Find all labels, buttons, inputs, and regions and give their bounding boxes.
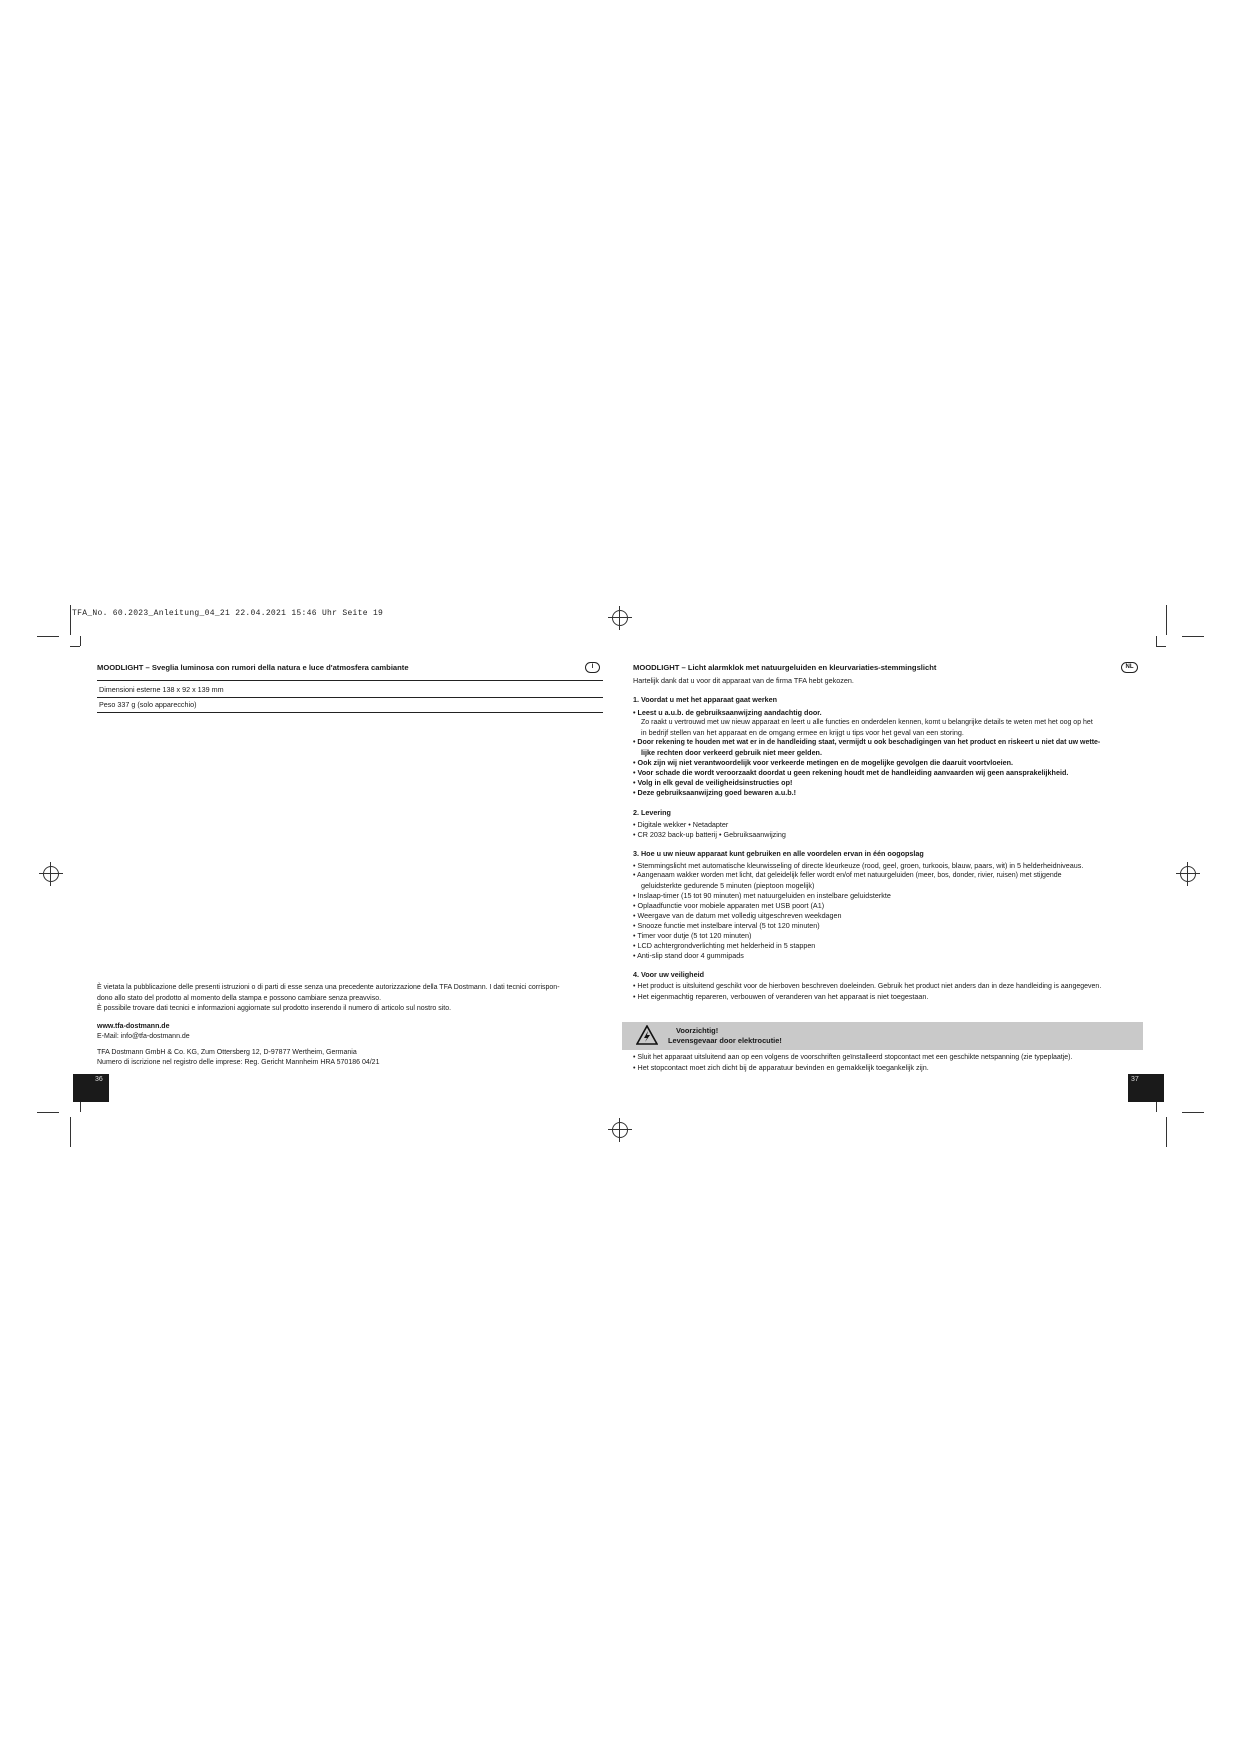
list-item: • Deze gebruiksaanwijzing goed bewaren a.u.b.! <box>633 788 797 797</box>
list-item: • Ook zijn wij niet verantwoordelijk voor verkeerde metingen en de mogelijke gevolgen die daaruit voortvloeien. <box>633 758 1013 767</box>
registration-mark-top <box>608 606 632 630</box>
warning-box <box>622 1022 1143 1050</box>
left-page-footer <box>97 983 607 1069</box>
list-item: • Het eigenmachtig repareren, verbouwen of veranderen van het apparaat is niet toegestaan. <box>633 992 929 1001</box>
right-page <box>633 663 1143 1002</box>
copyright-text-2: dono allo stato del prodotto al momento della stampa e possono cambiare senza preavviso. <box>97 994 382 1002</box>
list-item: • Voor schade die wordt veroorzaakt doordat u geen rekening houdt met de handleiding aanvaarden wij geen aansprakelijkheid. <box>633 768 1069 777</box>
left-page-title: MOODLIGHT – Sveglia luminosa con rumori della natura e luce d'atmosfera cambiante <box>97 663 409 672</box>
list-item: • Digitale wekker • Netadapter <box>633 820 729 829</box>
website-link[interactable]: www.tfa-dostmann.de <box>97 1022 170 1030</box>
copyright-text-1: È vietata la pubblicazione delle presenti istruzioni o di parti di esse senza una precedente autorizzazione della TFA Dostmann. I dati tecnici corrispon- <box>97 984 560 991</box>
section-3-heading: 3. Hoe u uw nieuw apparaat kunt gebruiken en alle voordelen ervan in één oogopslag <box>633 849 924 858</box>
warning-icon <box>636 1025 658 1045</box>
page-number-left: 36 <box>73 1074 109 1102</box>
company-address: TFA Dostmann GmbH & Co. KG, Zum Ottersberg 12, D-97877 Wertheim, Germania <box>97 1048 357 1056</box>
list-item: lijke rechten door verkeerd gebruik niet meer gelden. <box>641 748 822 757</box>
list-item: • CR 2032 back-up batterij • Gebruiksaanwijzing <box>633 830 786 839</box>
page-number-right: 37 <box>1128 1074 1164 1102</box>
registration-mark-bottom <box>608 1118 632 1142</box>
right-page-after-warning <box>633 1053 1143 1073</box>
section-1-heading: 1. Voordat u met het apparaat gaat werken <box>633 695 778 704</box>
list-item: Zo raakt u vertrouwd met uw nieuw apparaat en leert u alle functies en onderdelen kennen, komt u belangrijke details te weten met het oog op het <box>641 719 1093 726</box>
list-item: • Aangenaam wakker worden met licht, dat geleidelijk feller wordt en/of met natuurgeluiden (meer, bos, donder, rivier, ruisen) met stijgende <box>633 872 1062 879</box>
list-item: in bedrijf stellen van het apparaat en de omgang ermee en krijgt u tips voor het geval van een storing. <box>641 728 964 737</box>
divider <box>97 712 603 713</box>
language-badge-nl: NL <box>1121 662 1138 673</box>
list-item: • Weergave van de datum met volledig uitgeschreven weekdagen <box>633 911 842 920</box>
email-link[interactable]: E-Mail: info@tfa-dostmann.de <box>97 1033 190 1040</box>
spec-weight: Peso 337 g (solo apparecchio) <box>99 700 197 709</box>
list-item: • Sluit het apparaat uitsluitend aan op een volgens de voorschriften geïnstalleerd stopcontact met een geschikte netspanning (zie typeplaatje). <box>633 1054 1073 1061</box>
list-item: geluidsterkte gedurende 5 minuten (pieptoon mogelijk) <box>641 881 815 890</box>
list-item: • Het product is uitsluitend geschikt voor de hierboven beschreven doeleinden. Gebruik het product niet anders dan in deze handleiding is aangegeven. <box>633 983 1102 990</box>
section-4-heading: 4. Voor uw veiligheid <box>633 970 704 979</box>
warning-subtitle: Levensgevaar door elektrocutie! <box>668 1035 782 1045</box>
registration-mark-right <box>1176 862 1200 886</box>
copyright-text-3: È possibile trovare dati tecnici e informazioni aggiornate sul prodotto inserendo il numero di articolo sul nostro sito. <box>97 1005 452 1012</box>
list-item: • Anti-slip stand door 4 gummipads <box>633 951 744 960</box>
list-item: • Het stopcontact moet zich dicht bij de apparatuur bevinden en gemakkelijk toegankelijk zijn. <box>633 1063 929 1072</box>
language-badge-it: I <box>585 662 600 673</box>
list-item: • Snooze functie met instelbare interval (5 tot 120 minuten) <box>633 921 820 930</box>
list-item: • Stemmingslicht met automatische kleurwisseling of directe kleurkeuze (rood, geel, groen, turkoois, blauw, paars, wit) in 5 helderheidniveaus. <box>633 861 1084 870</box>
left-page <box>97 663 603 713</box>
registration-mark-left <box>39 862 63 886</box>
intro-text: Hartelijk dank dat u voor dit apparaat van de firma TFA hebt gekozen. <box>633 676 854 685</box>
right-page-title: MOODLIGHT – Licht alarmklok met natuurgeluiden en kleurvariaties-stemmingslicht <box>633 663 937 672</box>
list-item: • Volg in elk geval de veiligheidsinstructies op! <box>633 778 793 787</box>
list-item: • Leest u a.u.b. de gebruiksaanwijzing aandachtig door. <box>633 708 822 717</box>
warning-title: Voorzichtig! <box>676 1026 719 1035</box>
divider <box>97 680 603 681</box>
list-item: • Inslaap-timer (15 tot 90 minuten) met natuurgeluiden en instelbare geluidsterkte <box>633 891 891 900</box>
spec-dimensions: Dimensioni esterne 138 x 92 x 139 mm <box>99 685 224 694</box>
list-item: • Door rekening te houden met wat er in de handleiding staat, vermijdt u ook beschadigingen van het product en riskeert u niet dat uw wette- <box>633 739 1101 746</box>
registration-number: Numero di iscrizione nel registro delle imprese: Reg. Gericht Mannheim HRA 570186 04/21 <box>97 1059 380 1066</box>
print-slug: TFA_No. 60.2023_Anleitung_04_21 22.04.2021 15:46 Uhr Seite 19 <box>72 609 384 618</box>
list-item: • Oplaadfunctie voor mobiele apparaten met USB poort (A1) <box>633 901 825 910</box>
list-item: • LCD achtergrondverlichting met helderheid in 5 stappen <box>633 941 816 950</box>
list-item: • Timer voor dutje (5 tot 120 minuten) <box>633 931 752 940</box>
section-2-heading: 2. Levering <box>633 808 671 817</box>
